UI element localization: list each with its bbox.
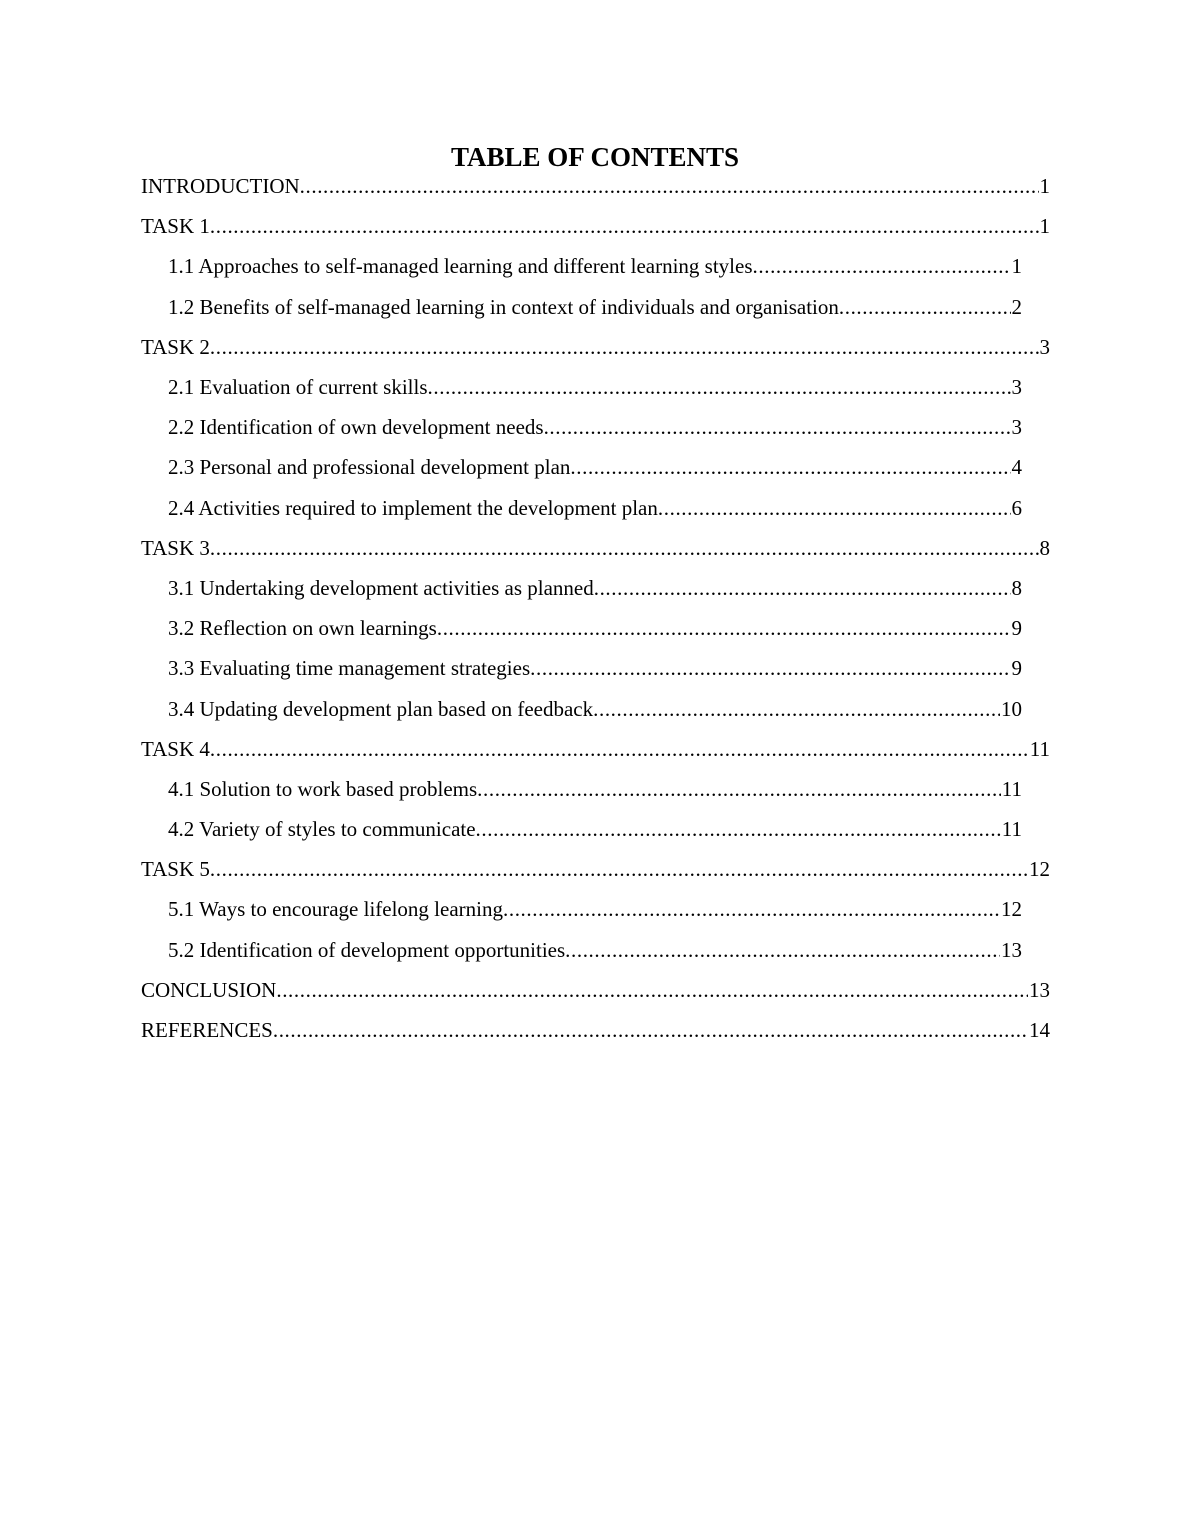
toc-entry[interactable] (141, 166, 1050, 206)
toc-entry[interactable] (168, 769, 1022, 809)
toc-dot-leader (544, 415, 1011, 439)
toc-entry[interactable] (168, 930, 1022, 970)
toc-entry-label: 1.1 Approaches to self-managed learning and different learning styles (168, 254, 753, 279)
toc-title: TABLE OF CONTENTS (450, 142, 740, 172)
toc-entry-label: 2.2 Identification of own development needs (168, 415, 544, 440)
toc-entry-label: 4.2 Variety of styles to communicate (168, 817, 476, 842)
toc-dot-leader (210, 335, 1039, 359)
toc-dot-leader (839, 295, 1011, 319)
toc-entry[interactable] (141, 327, 1050, 367)
toc-entry-label: TASK 5 (141, 857, 210, 882)
toc-page-number: 1 (1039, 214, 1050, 239)
toc-page-number: 6 (1011, 495, 1022, 520)
toc-entry-label: 2.1 Evaluation of current skills (168, 375, 428, 400)
toc-entry[interactable] (168, 568, 1022, 608)
toc-dot-leader (570, 455, 1010, 479)
toc-entry[interactable] (168, 447, 1022, 487)
toc-entry-label: TASK 3 (141, 535, 210, 560)
toc-dot-leader (477, 777, 1001, 801)
toc-page-number: 9 (1011, 656, 1022, 681)
toc-page-number: 8 (1011, 575, 1022, 600)
toc-entry[interactable] (141, 970, 1050, 1010)
toc-entry-label: 2.3 Personal and professional development plan (168, 455, 571, 480)
toc-page-number: 3 (1039, 334, 1050, 359)
toc-entry-label: TASK 4 (141, 736, 210, 761)
toc-entry[interactable] (168, 287, 1022, 327)
toc-entry-label: 3.4 Updating development plan based on feedback (168, 696, 594, 721)
toc-entry-label: INTRODUCTION (141, 174, 300, 199)
toc-dot-leader (210, 857, 1028, 881)
toc-entry-label: TASK 2 (141, 334, 210, 359)
toc-entry-label: 5.2 Identification of development opportunities (168, 937, 566, 962)
toc-dot-leader (753, 254, 1011, 278)
toc-entry[interactable] (168, 367, 1022, 407)
toc-page-number: 12 (1029, 857, 1050, 882)
toc-page-number: 2 (1011, 294, 1022, 319)
toc-dot-leader (300, 174, 1039, 198)
toc-entry[interactable] (168, 246, 1022, 286)
toc-entry[interactable] (141, 528, 1050, 568)
toc-entry[interactable] (141, 1010, 1050, 1050)
toc-dot-leader (658, 496, 1011, 520)
toc-page-number: 13 (1029, 977, 1050, 1002)
toc-dot-leader (530, 656, 1010, 680)
toc-entry-label: REFERENCES (141, 1018, 273, 1043)
toc-entry[interactable] (168, 488, 1022, 528)
toc-dot-leader (276, 978, 1028, 1002)
toc-page-number: 13 (1001, 937, 1022, 962)
toc-list (0, 166, 1190, 1050)
toc-dot-leader (210, 737, 1029, 761)
toc-dot-leader (503, 897, 1000, 921)
toc-entry-label: TASK 1 (141, 214, 210, 239)
toc-page-number: 12 (1001, 897, 1022, 922)
toc-entry-label: 2.4 Activities required to implement the development plan (168, 495, 658, 520)
toc-page-number: 11 (1029, 736, 1050, 761)
toc-dot-leader (428, 375, 1011, 399)
toc-entry[interactable] (141, 729, 1050, 769)
toc-entry[interactable] (168, 648, 1022, 688)
toc-dot-leader (210, 214, 1039, 238)
toc-page-number: 9 (1011, 616, 1022, 641)
toc-page-number: 11 (1001, 776, 1022, 801)
toc-entry-label: 3.2 Reflection on own learnings (168, 616, 437, 641)
toc-page-number: 8 (1039, 535, 1050, 560)
toc-entry-label: 3.1 Undertaking development activities as planned (168, 575, 594, 600)
toc-dot-leader (565, 938, 1000, 962)
toc-entry[interactable] (141, 849, 1050, 889)
toc-entry-label: CONCLUSION (141, 977, 277, 1002)
toc-page-number: 14 (1029, 1018, 1050, 1043)
toc-dot-leader (476, 817, 1001, 841)
toc-dot-leader (273, 1018, 1028, 1042)
toc-dot-leader (594, 576, 1011, 600)
toc-page-number: 3 (1011, 415, 1022, 440)
toc-page-number: 10 (1001, 696, 1022, 721)
toc-entry[interactable] (168, 889, 1022, 929)
toc-page-number: 1 (1011, 254, 1022, 279)
toc-entry-label: 5.1 Ways to encourage lifelong learning (168, 897, 503, 922)
toc-entry[interactable] (168, 608, 1022, 648)
toc-entry[interactable] (141, 206, 1050, 246)
toc-entry[interactable] (168, 809, 1022, 849)
toc-page-number: 11 (1001, 817, 1022, 842)
toc-entry[interactable] (168, 407, 1022, 447)
toc-entry-label: 3.3 Evaluating time management strategies (168, 656, 531, 681)
toc-page-number: 4 (1011, 455, 1022, 480)
toc-page-number: 1 (1039, 174, 1050, 199)
toc-dot-leader (593, 697, 1000, 721)
toc-dot-leader (210, 536, 1039, 560)
toc-entry-label: 1.2 Benefits of self-managed learning in context of individuals and organisation (168, 294, 839, 319)
toc-page-number: 3 (1011, 375, 1022, 400)
toc-entry[interactable] (168, 688, 1022, 728)
toc-entry-label: 4.1 Solution to work based problems (168, 776, 478, 801)
toc-dot-leader (437, 616, 1011, 640)
